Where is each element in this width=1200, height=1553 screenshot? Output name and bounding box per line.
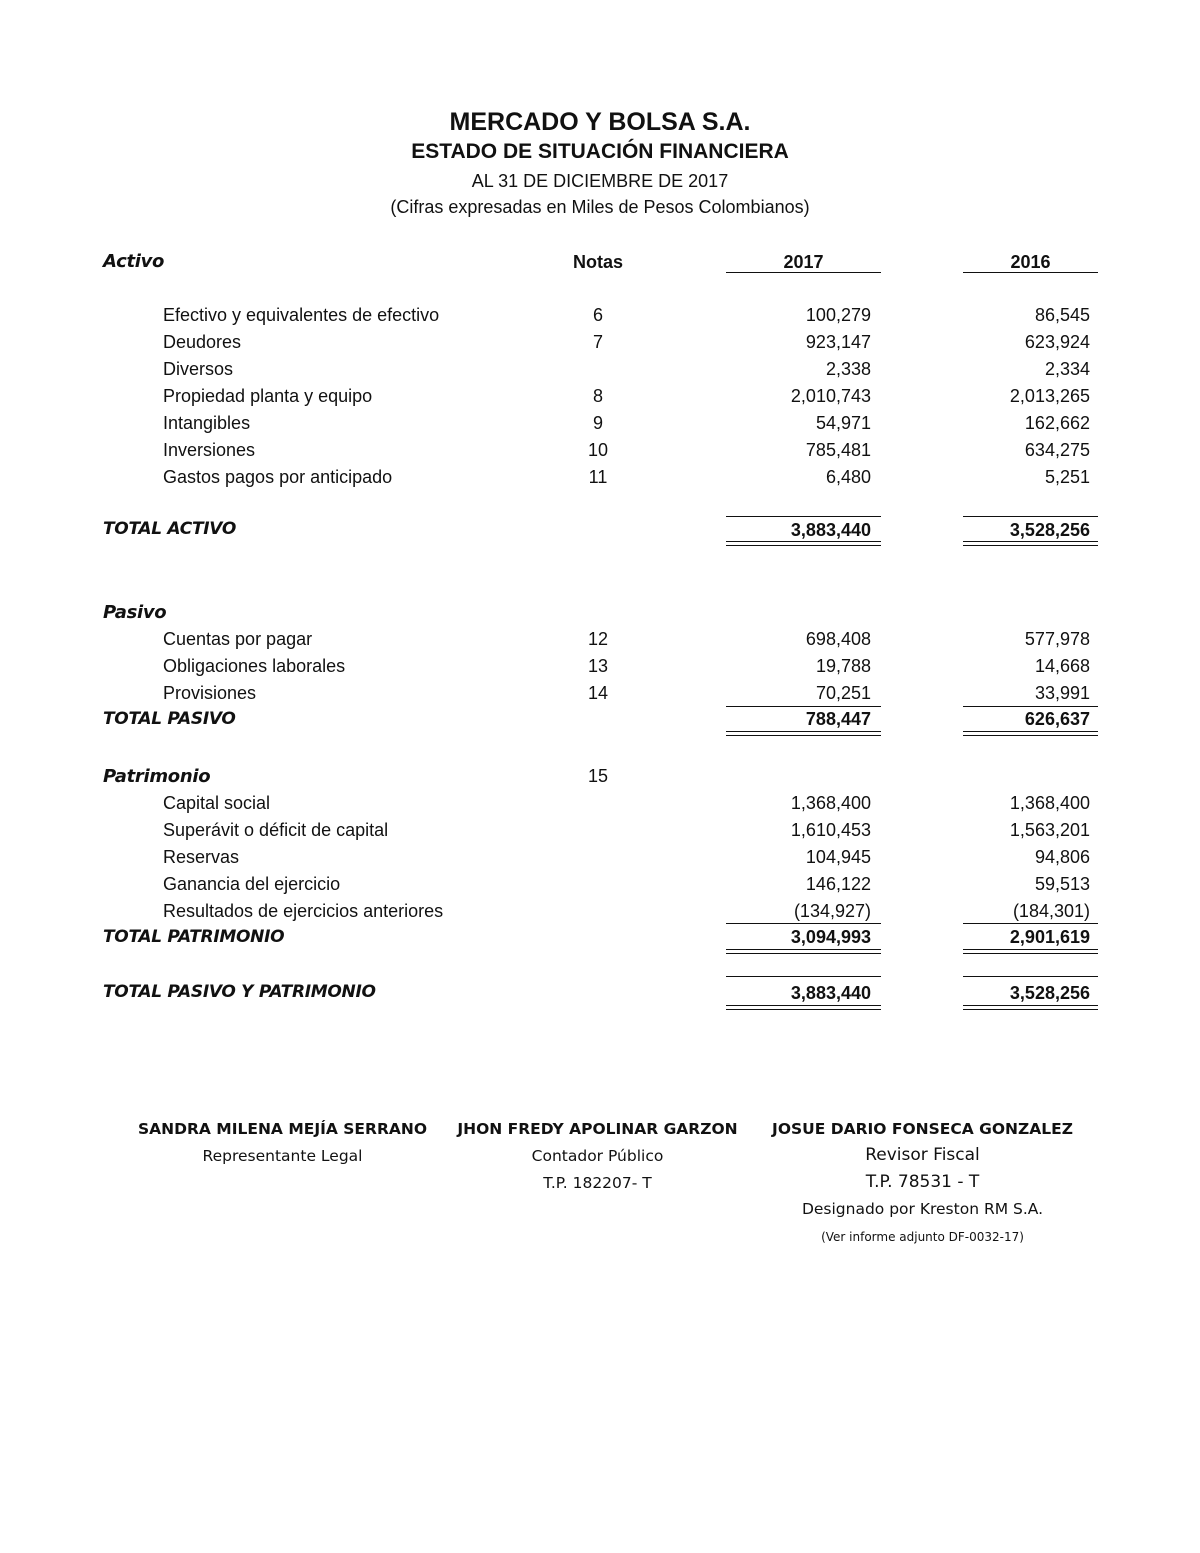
- row-label: Deudores: [163, 332, 242, 352]
- row-label: Cuentas por pagar: [163, 629, 313, 649]
- total-pasivo-doubleline-2017: [726, 731, 881, 732]
- row-value-2017: 923,147: [805, 332, 871, 352]
- grand-total-doubleline-2017: [726, 1005, 881, 1006]
- row-value-2017: (134,927): [793, 901, 871, 921]
- row-label: Capital social: [163, 793, 271, 813]
- row-label: Obligaciones laborales: [163, 656, 346, 676]
- row-label: Diversos: [163, 359, 234, 379]
- row-value-2016: 623,924: [1024, 332, 1090, 352]
- row-note: 14: [587, 683, 609, 703]
- signature-name-legal-rep: SANDRA MILENA MEJÍA SERRANO: [137, 1120, 428, 1138]
- row-value-2016: 2,334: [1044, 359, 1090, 379]
- row-label: Intangibles: [163, 413, 251, 433]
- row-value-2016: 59,513: [1034, 874, 1090, 894]
- grand-total-topline-2017: [726, 976, 881, 977]
- row-note: 10: [587, 440, 609, 460]
- row-value-2017: 698,408: [805, 629, 871, 649]
- row-value-2016: 5,251: [1044, 467, 1090, 487]
- row-value-2017: 104,945: [805, 847, 871, 867]
- statement-title: ESTADO DE SITUACIÓN FINANCIERA: [411, 140, 789, 163]
- row-value-2016: 14,668: [1034, 656, 1090, 676]
- section-pasivo-title: Pasivo: [103, 602, 167, 623]
- row-label: Resultados de ejercicios anteriores: [163, 901, 444, 921]
- statement-date: AL 31 DE DICIEMBRE DE 2017: [471, 171, 729, 191]
- row-value-2017: 785,481: [805, 440, 871, 460]
- column-notes-header: Notas: [572, 252, 623, 272]
- total-pasivo-doubleline-2016: [963, 735, 1098, 736]
- total-activo-topline-2017: [726, 516, 881, 517]
- row-value-2017: 146,122: [805, 874, 871, 894]
- total-activo-doubleline-2016: [963, 545, 1098, 546]
- row-label: Inversiones: [163, 440, 256, 460]
- row-label: Ganancia del ejercicio: [163, 874, 341, 894]
- row-note: 9: [592, 413, 603, 433]
- row-label: Superávit o déficit de capital: [163, 820, 389, 840]
- row-value-2017: 70,251: [815, 683, 871, 703]
- grand-total-doubleline-2016: [963, 1009, 1098, 1010]
- signature-tp-accountant: T.P. 182207- T: [543, 1174, 652, 1192]
- statement-units: (Cifras expresadas en Miles de Pesos Colombianos): [390, 197, 810, 217]
- total-patrimonio-topline-2016: [963, 923, 1098, 924]
- row-value-2016: 1,368,400: [1009, 793, 1090, 813]
- total-activo-label: TOTAL ACTIVO: [103, 519, 236, 539]
- total-pasivo-doubleline-2017: [726, 735, 881, 736]
- total-activo-2016: 3,528,256: [1009, 520, 1090, 540]
- row-value-2016: 2,013,265: [1009, 386, 1090, 406]
- row-value-2016: 86,545: [1034, 305, 1090, 325]
- grand-total-2017: 3,883,440: [790, 983, 871, 1003]
- row-label: Propiedad planta y equipo: [163, 386, 373, 406]
- signature-name-accountant: JHON FREDY APOLINAR GARZON: [457, 1120, 738, 1138]
- signature-name-auditor: JOSUE DARIO FONSECA GONZALEZ: [772, 1120, 1073, 1138]
- total-activo-doubleline-2016: [963, 541, 1098, 542]
- row-note: 6: [592, 305, 603, 325]
- row-label: Reservas: [163, 847, 240, 867]
- row-note: 12: [587, 629, 609, 649]
- column-2016-header: 2016: [1010, 252, 1051, 272]
- company-name: MERCADO Y BOLSA S.A.: [449, 108, 751, 136]
- total-activo-doubleline-2017: [726, 545, 881, 546]
- grand-total-doubleline-2017: [726, 1009, 881, 1010]
- total-pasivo-topline-2016: [963, 706, 1098, 707]
- row-value-2016: 94,806: [1034, 847, 1090, 867]
- row-label: Provisiones: [163, 683, 257, 703]
- grand-total-topline-2016: [963, 976, 1098, 977]
- grand-total-doubleline-2016: [963, 1005, 1098, 1006]
- total-patrimonio-label: TOTAL PATRIMONIO: [103, 927, 285, 947]
- total-pasivo-label: TOTAL PASIVO: [103, 709, 236, 729]
- row-label: Gastos pagos por anticipado: [163, 467, 393, 487]
- patrimonio-note: 15: [587, 766, 609, 786]
- total-pasivo-topline-2017: [726, 706, 881, 707]
- signature-report-auditor: (Ver informe adjunto DF-0032-17): [821, 1230, 1024, 1244]
- section-patrimonio-title: Patrimonio: [103, 766, 211, 787]
- row-note: 8: [592, 386, 603, 406]
- total-activo-doubleline-2017: [726, 541, 881, 542]
- signature-tp-auditor: T.P. 78531 - T: [865, 1172, 980, 1192]
- total-activo-topline-2016: [963, 516, 1098, 517]
- row-value-2017: 2,010,743: [790, 386, 871, 406]
- row-value-2017: 1,610,453: [790, 820, 871, 840]
- signature-designated-auditor: Designado por Kreston RM S.A.: [801, 1200, 1044, 1218]
- total-patrimonio-2017: 3,094,993: [790, 927, 871, 947]
- row-value-2016: 33,991: [1034, 683, 1090, 703]
- section-activo-title: Activo: [103, 251, 165, 272]
- total-patrimonio-2016: 2,901,619: [1009, 927, 1090, 947]
- total-patrimonio-doubleline-2017: [726, 953, 881, 954]
- row-value-2017: 6,480: [825, 467, 871, 487]
- total-pasivo-2017: 788,447: [805, 709, 871, 729]
- row-value-2017: 2,338: [825, 359, 871, 379]
- row-note: 13: [587, 656, 609, 676]
- total-patrimonio-doubleline-2016: [963, 949, 1098, 950]
- column-2017-header: 2017: [783, 252, 824, 272]
- total-pasivo-doubleline-2016: [963, 731, 1098, 732]
- row-value-2017: 1,368,400: [790, 793, 871, 813]
- total-patrimonio-doubleline-2016: [963, 953, 1098, 954]
- row-note: 7: [592, 332, 603, 352]
- header-underline-2016: [963, 272, 1098, 273]
- row-value-2016: 1,563,201: [1009, 820, 1090, 840]
- grand-total-2016: 3,528,256: [1009, 983, 1090, 1003]
- row-value-2017: 19,788: [815, 656, 871, 676]
- total-pasivo-2016: 626,637: [1024, 709, 1090, 729]
- total-patrimonio-doubleline-2017: [726, 949, 881, 950]
- row-value-2017: 54,971: [815, 413, 871, 433]
- row-value-2016: (184,301): [1012, 901, 1090, 921]
- total-activo-2017: 3,883,440: [790, 520, 871, 540]
- row-label: Efectivo y equivalentes de efectivo: [163, 305, 440, 325]
- row-value-2016: 162,662: [1024, 413, 1090, 433]
- grand-total-label: TOTAL PASIVO Y PATRIMONIO: [103, 982, 376, 1002]
- signature-role-accountant: Contador Público: [531, 1147, 664, 1165]
- signature-role-legal-rep: Representante Legal: [202, 1147, 363, 1165]
- header-underline-2017: [726, 272, 881, 273]
- row-value-2016: 634,275: [1024, 440, 1090, 460]
- row-value-2017: 100,279: [805, 305, 871, 325]
- total-patrimonio-topline-2017: [726, 923, 881, 924]
- signature-role-auditor: Revisor Fiscal: [865, 1145, 980, 1165]
- row-note: 11: [588, 467, 608, 487]
- row-value-2016: 577,978: [1024, 629, 1090, 649]
